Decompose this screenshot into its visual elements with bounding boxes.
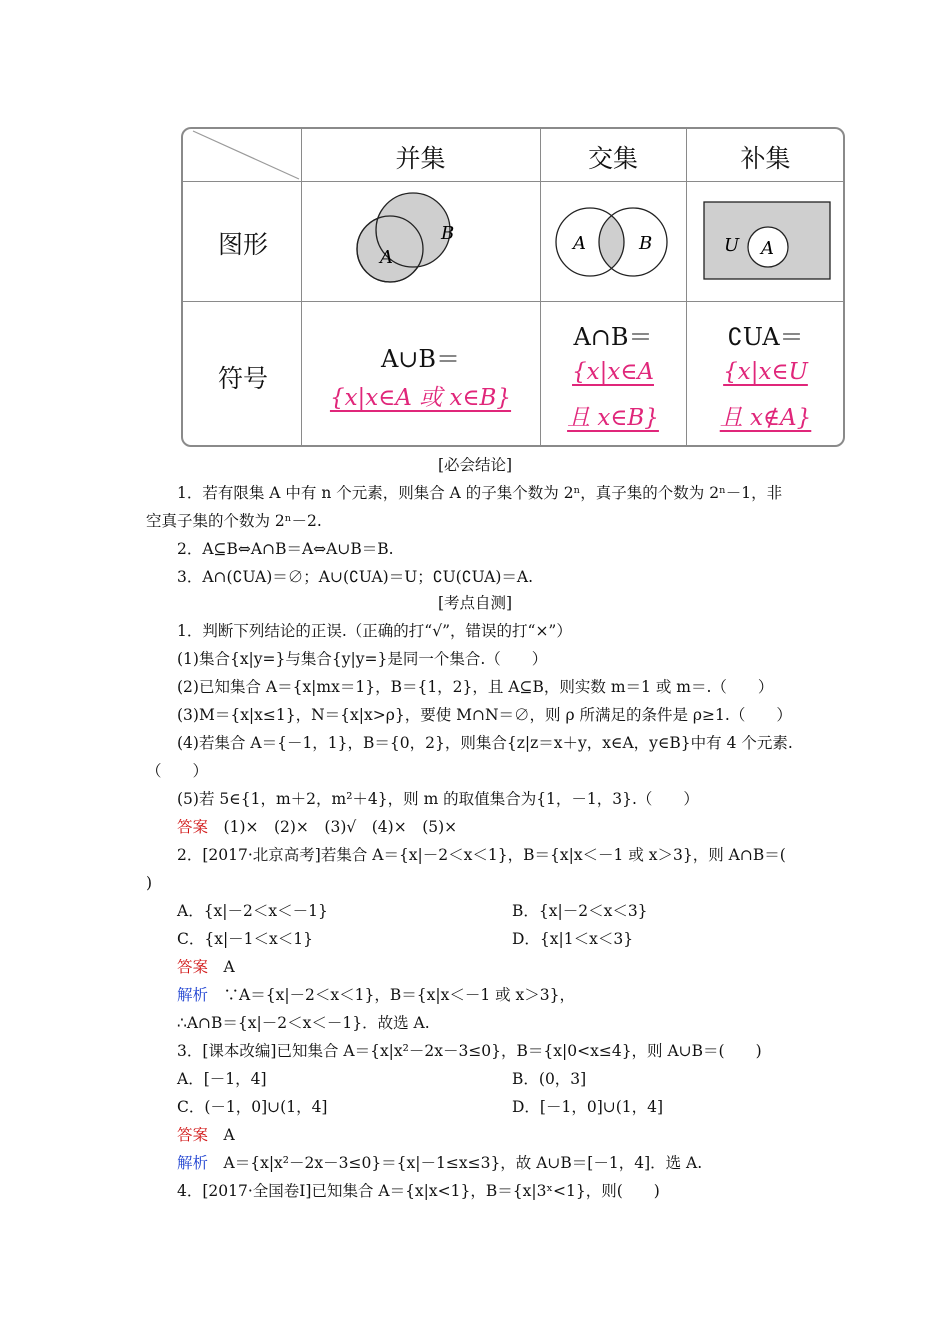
venn-label-a: A [380,247,393,268]
union-set-expression: {x|x∈A 或 x∈B} [329,385,512,411]
answer-label: 答案 [177,1126,209,1144]
question-3-option-b: B．(0，3] [512,1070,587,1088]
answer-text: A [223,1126,235,1144]
conclusion-1a: 1．若有限集 A 中有 n 个元素，则集合 A 的子集个数为 2ⁿ，真子集的个数为 2ⁿ－1，非 [177,484,783,502]
question-3: 3．[课本改编]已知集合 A＝{x|x²－2x－3≤0}，B＝{x|0<x≤4}，则 A∪B＝( ) [177,1042,762,1060]
question-4: 4．[2017·全国卷Ⅰ]已知集合 A＝{x|x<1}，B＝{x|3ˣ<1}，则( ) [177,1182,660,1200]
table-divider [183,301,843,302]
table-divider [686,129,687,445]
diagonal-header-line [183,129,301,181]
solution-label: 解析 [177,1154,209,1172]
conclusion-2: 2．A⊆B⇔A∩B＝A⇔A∪B＝B. [177,540,394,558]
solution-3 [177,1153,702,1173]
set-operations-table [181,127,845,447]
question-3-option-d: D．[－1，0]∪(1，4] [512,1098,664,1116]
venn-label-u: U [724,235,740,256]
question-1-item-3: (3)M＝{x|x≤1}，N＝{x|x>ρ}，要使 M∩N＝∅，则 ρ 所满足的条件是 ρ≥1.（ ） [177,706,792,724]
solution-label: 解析 [177,986,209,1004]
section-heading-selftest: [考点自测] [437,594,513,612]
question-2-option-c: C．{x|－1＜x＜1} [177,930,314,948]
question-3-option-a: A．[－1，4] [177,1070,267,1088]
conclusion-1b: 空真子集的个数为 2ⁿ－2. [146,512,322,530]
table-divider [183,181,843,182]
answer-label: 答案 [177,818,209,836]
question-2-option-a: A．{x|－2＜x＜－1} [177,902,328,920]
intersection-set-line2: 且 x∈B} [567,405,659,431]
answer-1 [177,817,457,837]
solution-2b: ∴A∩B＝{x|－2＜x＜－1}．故选 A. [177,1014,430,1032]
question-2a: 2．[2017·北京高考]若集合 A＝{x|－2＜x＜1}，B＝{x|x＜－1 或 x＞3}，则 A∩B＝( [177,846,786,864]
complement-set-line1: {x|x∈U [723,359,808,385]
question-1-item-2: (2)已知集合 A＝{x|mx＝1}，B＝{1，2}，且 A⊆B，则实数 m＝1 或 m＝.（ ） [177,678,774,696]
question-1: 1．判断下列结论的正误.（正确的打“√”，错误的打“×”） [177,622,572,640]
union-symbol: A∪B＝ [380,345,461,373]
venn-label-b: B [639,233,653,254]
union-venn-diagram [353,191,493,291]
question-3-option-c: C．(－1，0]∪(1，4] [177,1098,328,1116]
question-2-option-b: B．{x|－2＜x＜3} [512,902,648,920]
intersection-symbol: A∩B＝ [573,323,653,351]
venn-label-b: B [441,223,455,244]
header-complement: 补集 [740,144,791,173]
answer-text: A [223,958,235,976]
answer-label: 答案 [177,958,209,976]
question-2-option-d: D．{x|1＜x＜3} [512,930,634,948]
question-1-item-4b: （ ） [146,762,209,780]
conclusion-3: 3．A∩(∁UA)＝∅；A∪(∁UA)＝U；∁U(∁UA)＝A. [177,568,534,586]
intersection-set-line1: {x|x∈A [572,359,654,385]
row-label-figure: 图形 [217,230,268,259]
answer-text: (1)× (2)× (3)√ (4)× (5)× [223,818,458,836]
complement-set-line2: 且 x∉A} [719,405,812,431]
question-1-item-1: (1)集合{x|y=}与集合{y|y=}是同一个集合.（ ） [177,650,548,668]
solution-text: ∵A＝{x|－2＜x＜1}，B＝{x|x＜－1 或 x＞3}， [223,986,576,1004]
header-intersection: 交集 [587,144,638,173]
complement-symbol: ∁UA＝ [727,323,804,351]
header-union: 并集 [395,144,446,173]
question-2b: ) [146,874,153,892]
solution-2a [177,985,575,1005]
answer-3 [177,1125,235,1145]
section-heading-conclusions: [必会结论] [437,456,513,474]
table-divider [540,129,541,445]
venn-label-a: A [761,238,774,259]
question-1-item-5: (5)若 5∈{1，m＋2，m²＋4}，则 m 的取值集合为{1，－1，3}.（ ） [177,790,699,808]
question-1-item-4a: (4)若集合 A＝{－1，1}，B＝{0，2}，则集合{z|z＝x＋y，x∈A，y∈B}中有 4 个元素. [177,734,793,752]
solution-text: A＝{x|x²－2x－3≤0}＝{x|－1≤x≤3}，故 A∪B＝[－1，4]．选 A. [223,1154,703,1172]
venn-label-a: A [573,233,586,254]
row-label-symbol: 符号 [217,364,268,393]
answer-2 [177,957,235,977]
complement-venn-diagram [703,201,833,283]
intersection-venn-diagram [553,204,673,284]
